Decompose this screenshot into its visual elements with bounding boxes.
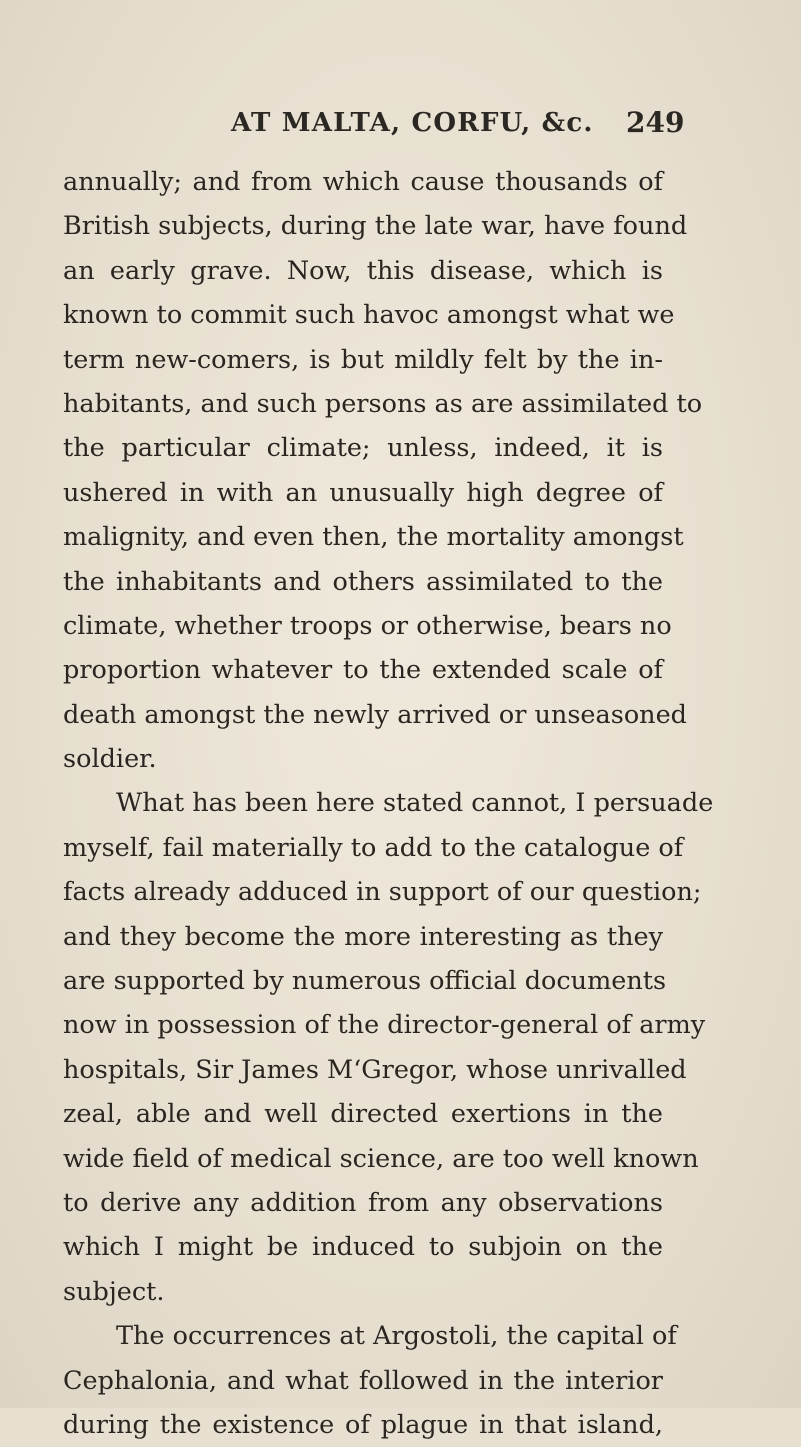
text-line: climate, whether troops or otherwise, bears no [63, 610, 672, 641]
text-line: and they become the more interesting as they [63, 921, 663, 952]
text-line: the particular climate; unless, indeed, it is [63, 433, 663, 464]
text-line: annually; and from which cause thousands of [63, 167, 663, 197]
text-line: subject. [63, 1276, 165, 1307]
text-line: wide field of medical science, are too well known [63, 1143, 699, 1174]
body-text [63, 160, 714, 1447]
text-line: to derive any addition from any observations [63, 1187, 663, 1218]
text-line: Cephalonia, and what followed in the interior [63, 1365, 663, 1396]
text-line: the inhabitants and others assimilated to the [63, 566, 663, 597]
text-line: death amongst the newly arrived or unseasoned [63, 699, 688, 730]
running-title: AT MALTA, CORFU, &c. [231, 108, 594, 138]
text-line: which I might be induced to subjoin on the [63, 1232, 663, 1263]
text-line: an early grave. Now, this disease, which is [63, 255, 663, 286]
page-number: 249 [626, 106, 685, 139]
text-line: ushered in with an unusually high degree of [63, 477, 663, 508]
text-line: term new-comers, is but mildly felt by the in- [63, 344, 663, 375]
text-line: zeal, able and well directed exertions in the [63, 1099, 663, 1130]
text-line: proportion whatever to the extended scale of [63, 655, 663, 686]
text-line: malignity, and even then, the mortality amongst [63, 522, 684, 553]
text-line: are supported by numerous official documents [63, 966, 667, 997]
text-line: What has been here stated cannot, I persuade [116, 788, 714, 819]
text-line: hospitals, Sir James M‘Gregor, whose unrivalled [63, 1054, 687, 1085]
text-line: The occurrences at Argostoli, the capital of [116, 1321, 677, 1352]
text-line: British subjects, during the late war, have found [63, 211, 688, 242]
running-head [0, 106, 801, 146]
text-line: habitants, and such persons as are assimilated to [63, 388, 703, 419]
text-line: myself, fail materially to add to the catalogue of [63, 832, 684, 863]
text-line: during the existence of plague in that island, [63, 1409, 663, 1440]
text-line: known to commit such havoc amongst what we [63, 300, 675, 331]
text-line: soldier. [63, 744, 157, 775]
text-line: now in possession of the director-general of army [63, 1010, 706, 1041]
text-line: facts already adduced in support of our question; [63, 877, 702, 908]
